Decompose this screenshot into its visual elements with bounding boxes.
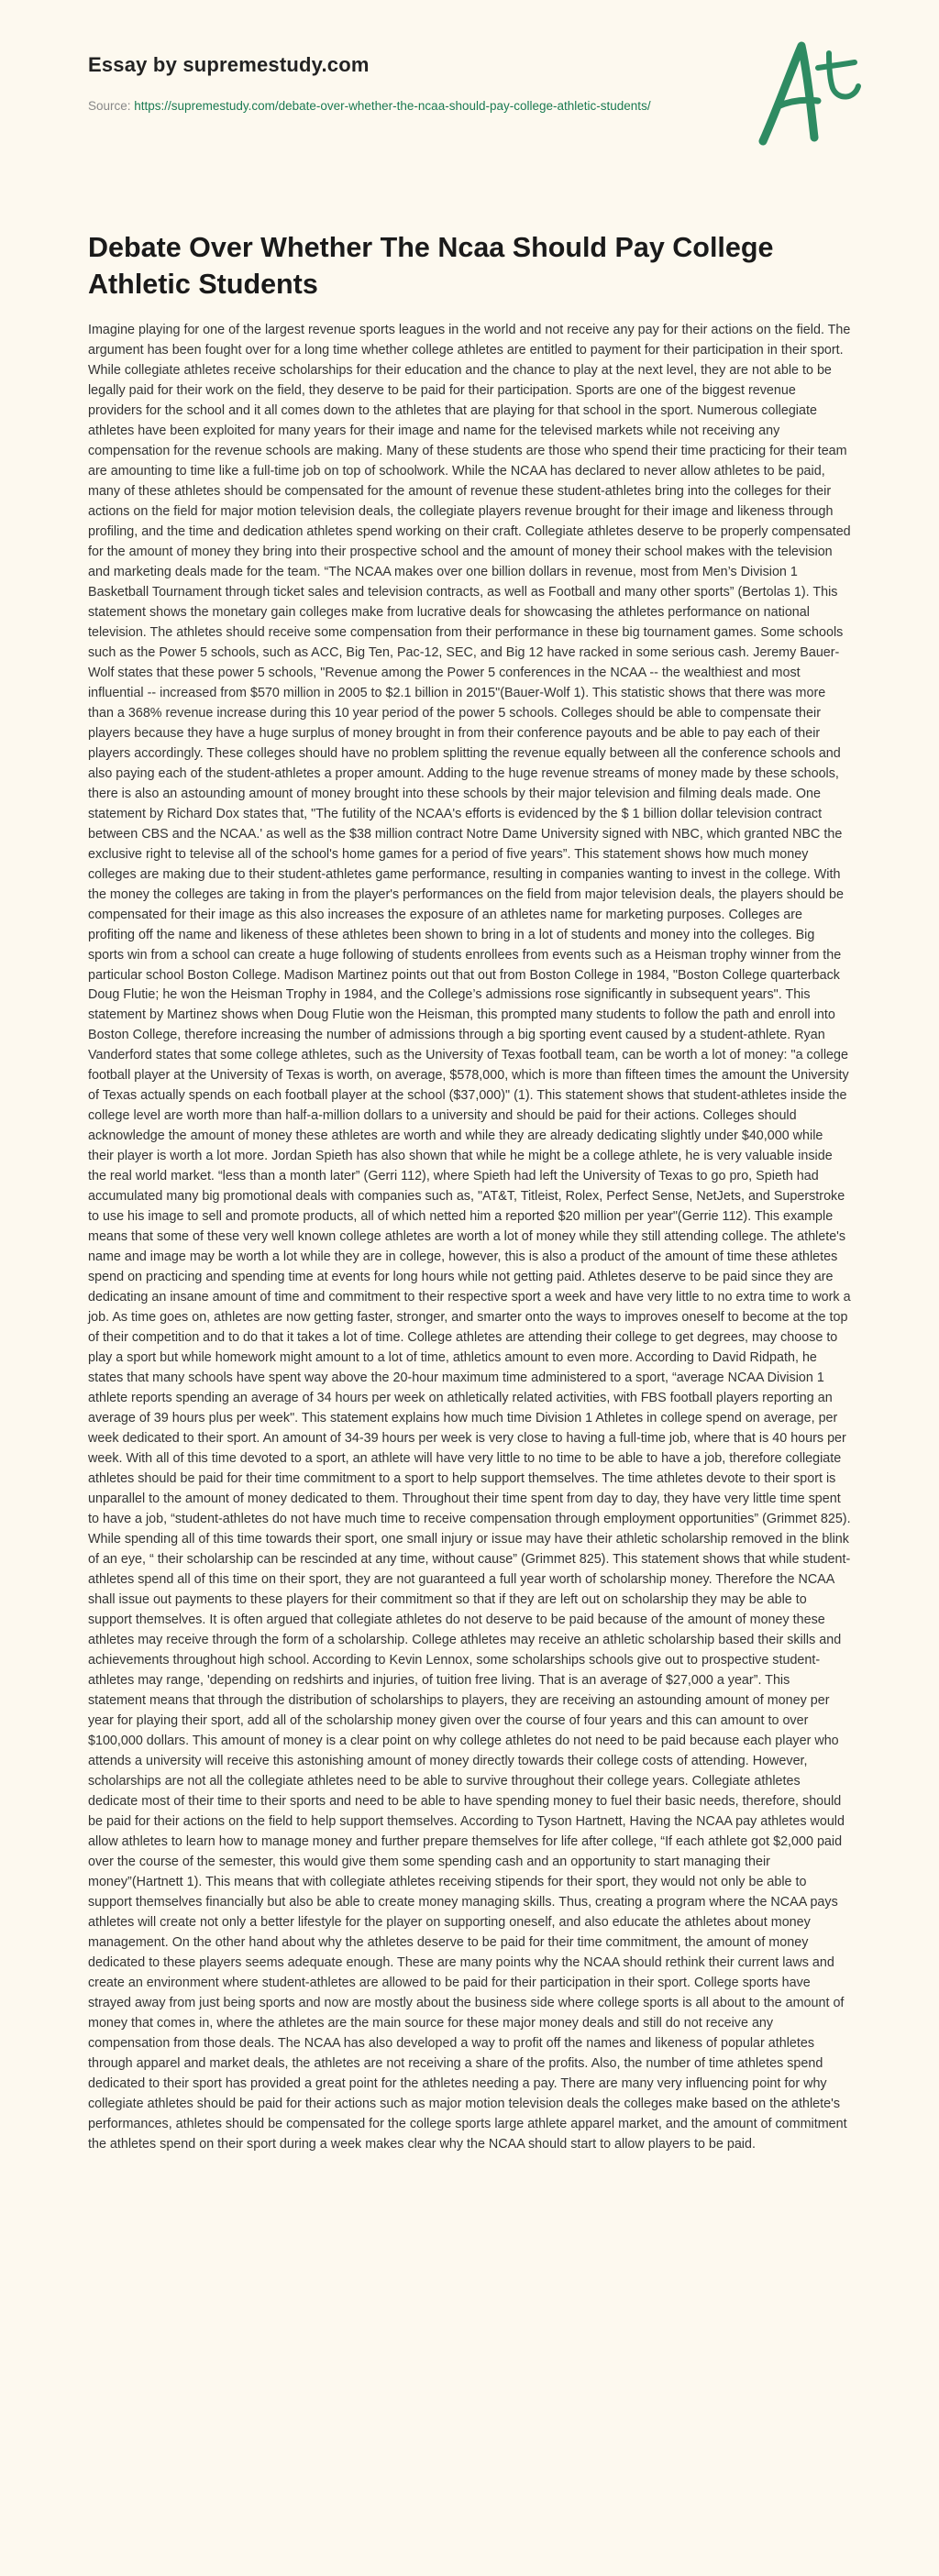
source-link[interactable]: https://supremestudy.com/debate-over-whether-the-ncaa-should-pay-college-athletic-students/	[134, 99, 651, 113]
header	[88, 53, 748, 116]
site-title: Essay by supremestudy.com	[88, 53, 370, 76]
source-line	[88, 97, 748, 116]
a-plus-logo-icon	[750, 35, 867, 152]
source-label: Source:	[88, 99, 135, 113]
essay-body: Imagine playing for one of the largest revenue sports leagues in the world and not receive any pay for their actions on the field. The argument has been fought over for a long time whether college athletes are entitled to payment for their participation in their sport. While collegiate athletes receive scholarships for their education and the chance to play at the next level, they are not able to be legally paid for their work on the field, they deserve to be paid for their participation. Sports are one of the biggest revenue providers for the school and it all comes down to the athletes that are playing for that school in the sport. Numerous collegiate athletes have been exploited for many years for their image and name for the televised markets while not receiving any compensation for the revenue schools are making. Many of these students are those who spend their time practicing for their team are amounting to time like a full-time job on top of schoolwork. While the NCAA has declared to never allow athletes to be paid, many of these athletes should be compensated for the amount of revenue these student-athletes bring into the colleges for their actions on the field for major motion television deals, the collegiate players revenue brought for their image and likeness through profiling, and the time and dedication athletes spend working on their craft. Collegiate athletes deserve to be properly compensated for the amount of money they bring into their prospective school and the amount of money their school makes with the television and marketing deals made for the team. “The NCAA makes over one billion dollars in revenue, most from Men’s Division 1 Basketball Tournament through ticket sales and television contracts, as well as Football and many other sports” (Bertolas 1). This statement shows the monetary gain colleges make from lucrative deals for showcasing the athletes performance on national television. The athletes should receive some compensation from their performance in these big tournament games. Some schools such as the Power 5 schools, such as ACC, Big Ten, Pac-12, SEC, and Big 12 have racked in some serious cash. Jeremy Bauer-Wolf states that these power 5 schools, "Revenue among the Power 5 conferences in the NCAA -- the wealthiest and most influential -- increased from $570 million in 2005 to $2.1 billion in 2015"(Bauer-Wolf 1). This statistic shows that there was more than a 368% revenue increase during this 10 year period of the power 5 schools. Colleges should be able to compensate their players because they have a huge surplus of money brought in from their conference payouts and be able to pay each of their players accordingly. These colleges should have no problem splitting the revenue equally between all the conference schools and also paying each of the student-athletes a proper amount. Adding to the huge revenue streams of money made by these schools, there is also an astounding amount of money brought into these schools by their major television and filming deals made. One statement by Richard Dox states that, "The futility of the NCAA's efforts is evidenced by the $ 1 billion dollar television contract between CBS and the NCAA.' as well as the $38 million contract Notre Dame University signed with NBC, which granted NBC the exclusive right to televise all of the school's home games for a period of five years”. This statement shows how much money colleges are making due to their student-athletes game performance, resulting in companies wanting to invest in the college. With the money the colleges are taking in from the player's performances on the field from major television deals, the players should be compensated for their image as this also increases the exposure of an athletes name for marketing purposes. Colleges are profiting off the name and likeness of these athletes been shown to bring in a lot of students and money into the colleges. Big sports win from a school can create a huge following of students enrollees from events such as a Heisman trophy winner from the particular school Boston College. Madison Martinez points out that out from Boston College in 1984, "Boston College quarterback Doug Flutie; he won the Heisman Trophy in 1984, and the College’s admissions rose significantly in subsequent years". This statement by Martinez shows when Doug Flutie won the Heisman, this prompted many students to follow the path and enroll into Boston College, therefore increasing the number of admissions through a big sporting event caused by a student-athlete. Ryan Vanderford states that some college athletes, such as the University of Texas football team, can be worth a lot of money: "a college football player at the University of Texas is worth, on average, $578,000, which is more than fifteen times the amount the University of Texas actually spends on each football player at the school ($37,000)" (1). This statement shows that student-athletes inside the college level are worth more than half-a-million dollars to a university and should be paid for their actions. Colleges should acknowledge the amount of money these athletes are worth and while they are already dedicating slightly under $40,000 while their player is worth a lot more. Jordan Spieth has also shown that while he might be a college athlete, he is very valuable inside the real world market. “less than a month later” (Gerri 112), where Spieth had left the University of Texas to go pro, Spieth had accumulated many big promotional deals with companies such as, "AT&T, Titleist, Rolex, Perfect Sense, NetJets, and Superstroke to use his image to sell and promote products, all of which netted him a reported $20 million per year"(Gerrie 112). This example means that some of these very well known college athletes are worth a lot of money while they still attending college. The athlete's name and image may be worth a lot while they are in college, however, this is also a product of the amount of time these athletes spend on practicing and spending time at events for long hours while not getting paid. Athletes deserve to be paid since they are dedicating an insane amount of time and commitment to their respective sport a week and have very little to no extra time to work a job. As time goes on, athletes are now getting faster, stronger, and smarter onto the ways to improves oneself to become at the top of their competition and to do that it takes a lot of time. College athletes are attending their college to get degrees, may choose to play a sport but while homework might amount to a lot of time, athletics amount to even more. According to David Ridpath, he states that many schools have spent way above the 20-hour maximum time administered to a sport, “average NCAA Division 1 athlete reports spending an average of 34 hours per week on athletically related activities, with FBS football players reporting an average of 39 hours plus per week". This statement explains how much time Division 1 Athletes in college spend on average, per week dedicated to their sport. An amount of 34-39 hours per week is very close to having a full-time job, where that is 40 hours per week. With all of this time devoted to a sport, an athlete will have very little to no time to be able to have a job, therefore collegiate athletes should be paid for their time commitment to a sport to help support themselves. The time athletes devote to their sport is unparallel to the amount of money dedicated to them. Throughout their time spent from day to day, they have very little time spent to have a job, “student-athletes do not have much time to receive compensation through employment opportunities” (Grimmet 825). While spending all of this time towards their sport, one small injury or issue may have their athletic scholarship removed in the blink of an eye, “ their scholarship can be rescinded at any time, without cause” (Grimmet 825). This statement shows that while student-athletes spend all of this time on their sport, they are not guaranteed a full year worth of scholarship money. Therefore the NCAA shall issue out payments to these players for their commitment so that if they are left out on scholarship they may be able to support themselves. It is often argued that collegiate athletes do not deserve to be paid because of the amount of money these athletes may receive through the form of a scholarship. College athletes may receive an athletic scholarship based their skills and achievements throughout high school. According to Kevin Lennox, some scholarships schools give out to prospective student-athletes may range, 'depending on redshirts and injuries, of tuition free living. That is an average of $27,000 a year”. This statement means that through the distribution of scholarships to players, they are receiving an astounding amount of money per year for playing their sport, add all of the scholarship money given over the course of four years and this can amount to over $100,000 dollars. This amount of money is a clear point on why college athletes do not need to be paid because each player who attends a university will receive this astonishing amount of money directly towards their college costs of attending. However, scholarships are not all the collegiate athletes need to be able to survive throughout their college years. Collegiate athletes dedicate most of their time to their sports and need to be able to have spending money to fuel their basic needs, therefore, should be paid for their actions on the field to help support themselves. According to Tyson Hartnett, Having the NCAA pay athletes would allow athletes to learn how to manage money and further prepare themselves for life after college, “If each athlete got $2,000 paid over the course of the semester, this would give them some spending cash and an opportunity to start managing their money”(Hartnett 1). This means that with collegiate athletes receiving stipends for their sport, they would not only be able to support themselves financially but also be able to create money managing skills. Thus, creating a program where the NCAA pays athletes will create not only a better lifestyle for the player on supporting oneself, and also educate the athletes about money management. On the other hand about why the athletes deserve to be paid for their time commitment, the amount of money dedicated to these players seems adequate enough. These are many points why the NCAA should rethink their current laws and create an environment where student-athletes are allowed to be paid for their participation in their sport. College sports have strayed away from just being sports and now are mostly about the business side where college sports is all about to the amount of money that comes in, where the athletes are the main source for these major money deals and still do not receive any compensation from those deals. The NCAA has also developed a way to profit off the names and likeness of popular athletes through apparel and market deals, the athletes are not receiving a share of the profits. Also, the number of time athletes spend dedicated to their sport has provided a great point for the athletes needing a pay. There are many very influencing point for why collegiate athletes should be paid for their actions such as major motion television deals the colleges make based on the athlete's performances, athletes should be compensated for the college sports large athlete apparel market, and the amount of commitment the athletes spend on their sport during a week makes clear why the NCAA should start to allow players to be paid.	[88, 323, 851, 2152]
essay-title: Debate Over Whether The Ncaa Should Pay College Athletic Students	[88, 232, 774, 300]
